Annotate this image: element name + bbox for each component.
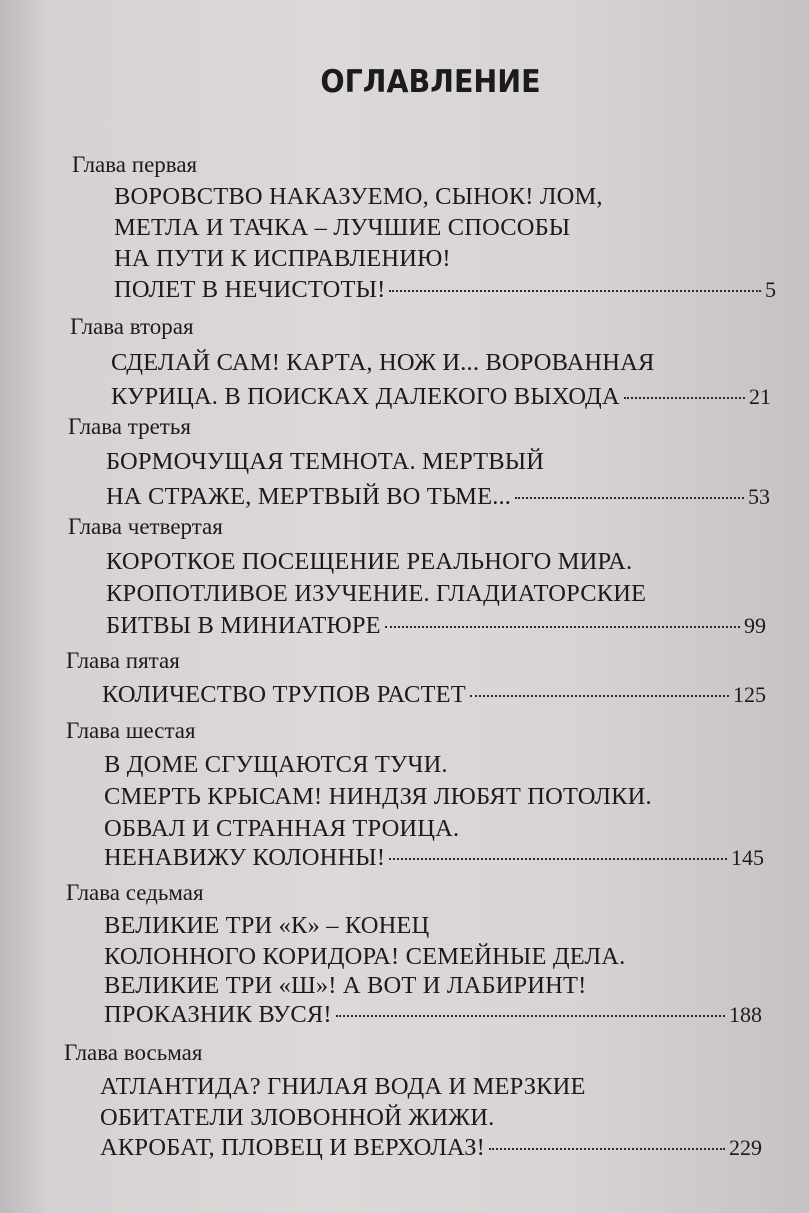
toc-entry-row: [102, 681, 766, 709]
chapter-title-line: КРОПОТЛИВОЕ ИЗУЧЕНИЕ. ГЛАДИАТОРСКИЕ: [106, 580, 647, 607]
chapter-heading: Глава первая: [72, 152, 198, 177]
chapter-title-line: НА ПУТИ К ИСПРАВЛЕНИЮ!: [114, 245, 451, 272]
toc-entry-row: [106, 612, 766, 640]
chapter-title-line: ВЕЛИКИЕ ТРИ «К» – КОНЕЦ: [104, 912, 430, 939]
chapter-title-line: ВОРОВСТВО НАКАЗУЕМО, СЫНОК! ЛОМ,: [114, 183, 603, 210]
page-number: 145: [731, 845, 764, 870]
dot-leader: [389, 290, 761, 292]
dot-leader: [385, 626, 740, 628]
chapter-title-line: СМЕРТЬ КРЫСАМ! НИНДЗЯ ЛЮБЯТ ПОТОЛКИ.: [104, 783, 652, 810]
page-number: 21: [749, 384, 771, 409]
dot-leader: [515, 497, 744, 499]
chapter-heading: Глава пятая: [66, 648, 180, 673]
chapter-heading: Глава вторая: [70, 314, 194, 339]
dot-leader: [389, 858, 727, 860]
toc-entry-row: [104, 844, 764, 872]
toc-entry-row: [106, 483, 770, 511]
page-number: 99: [744, 613, 766, 638]
chapter-heading: Глава восьмая: [64, 1040, 203, 1065]
page-title: ОГЛАВЛЕНИЕ: [320, 64, 541, 100]
page-number: 229: [729, 1135, 762, 1160]
chapter-title-line: МЕТЛА И ТАЧКА – ЛУЧШИЕ СПОСОБЫ: [114, 214, 571, 241]
chapter-title-line: БИТВЫ В МИНИАТЮРЕ: [106, 612, 381, 639]
chapter-heading: Глава четвертая: [68, 514, 223, 539]
chapter-title-line: КОРОТКОЕ ПОСЕЩЕНИЕ РЕАЛЬНОГО МИРА.: [106, 548, 633, 575]
chapter-title-line: СДЕЛАЙ САМ! КАРТА, НОЖ И... ВОРОВАННАЯ: [111, 349, 655, 376]
toc-entry-row: [100, 1134, 762, 1162]
chapter-heading: Глава седьмая: [66, 880, 204, 905]
chapter-title-line: НА СТРАЖЕ, МЕРТВЫЙ ВО ТЬМЕ...: [106, 483, 512, 510]
toc-entry-row: [104, 1001, 762, 1029]
chapter-title-line: НЕНАВИЖУ КОЛОННЫ!: [104, 844, 386, 871]
chapter-title-line: В ДОМЕ СГУЩАЮТСЯ ТУЧИ.: [104, 751, 448, 778]
chapter-title-line: ОБИТАТЕЛИ ЗЛОВОННОЙ ЖИЖИ.: [100, 1104, 495, 1131]
chapter-title-line: АТЛАНТИДА? ГНИЛАЯ ВОДА И МЕРЗКИЕ: [100, 1073, 586, 1100]
chapter-title-line: КОЛИЧЕСТВО ТРУПОВ РАСТЕТ: [102, 681, 466, 708]
page-number: 53: [748, 484, 770, 509]
chapter-heading: Глава третья: [68, 414, 191, 439]
chapter-title-line: АКРОБАТ, ПЛОВЕЦ И ВЕРХОЛАЗ!: [100, 1134, 485, 1161]
chapter-title-line: ВЕЛИКИЕ ТРИ «Ш»! А ВОТ И ЛАБИРИНТ!: [104, 972, 587, 999]
chapter-heading: Глава шестая: [66, 718, 196, 743]
toc-entry-row: [114, 276, 776, 304]
page-number: 188: [729, 1002, 762, 1027]
chapter-title-line: БОРМОЧУЩАЯ ТЕМНОТА. МЕРТВЫЙ: [106, 448, 545, 475]
chapter-title-line: ПРОКАЗНИК ВУСЯ!: [104, 1001, 332, 1028]
chapter-title-line: КОЛОННОГО КОРИДОРА! СЕМЕЙНЫЕ ДЕЛА.: [104, 943, 626, 970]
chapter-title-line: ПОЛЕТ В НЕЧИСТОТЫ!: [114, 276, 386, 303]
chapter-title-line: ОБВАЛ И СТРАННАЯ ТРОИЦА.: [104, 815, 460, 842]
dot-leader: [624, 397, 745, 399]
dot-leader: [489, 1148, 725, 1150]
toc-entry-row: [111, 383, 771, 411]
page-number: 125: [733, 682, 766, 707]
chapter-title-line: КУРИЦА. В ПОИСКАХ ДАЛЕКОГО ВЫХОДА: [111, 383, 620, 410]
page-number: 5: [765, 277, 776, 302]
dot-leader: [336, 1015, 725, 1017]
dot-leader: [470, 695, 729, 697]
